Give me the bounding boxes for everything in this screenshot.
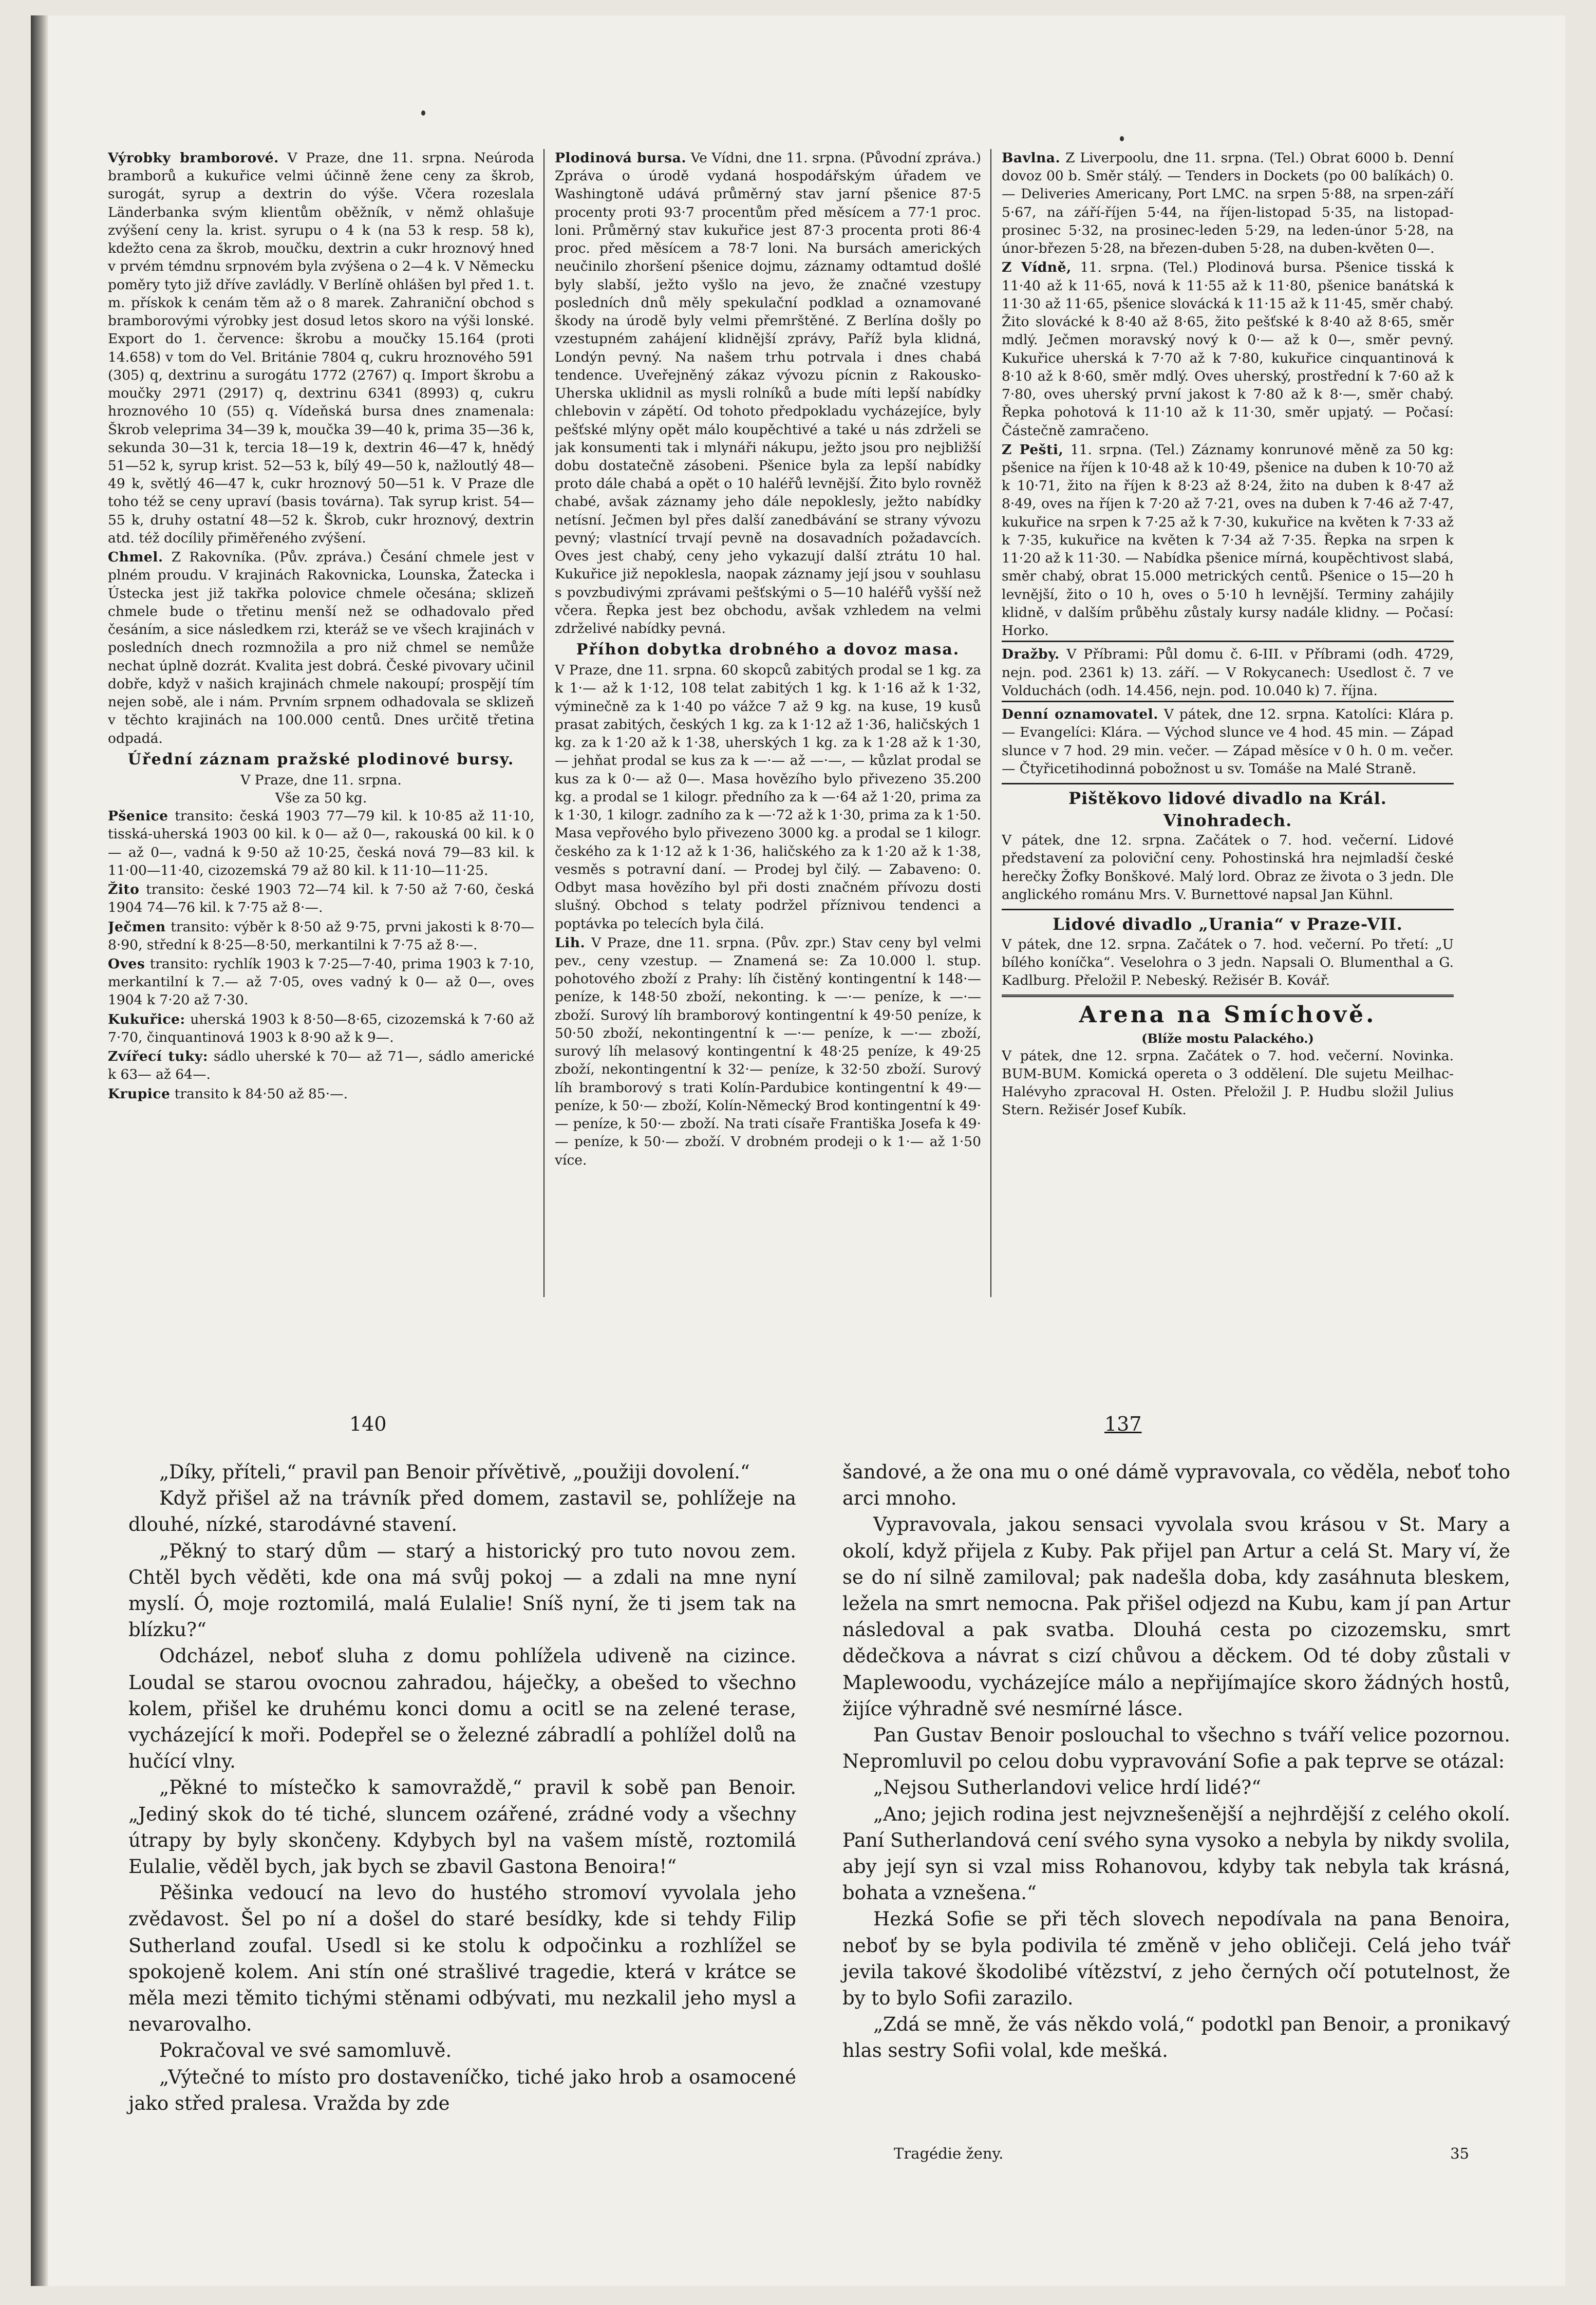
print-speck <box>1120 136 1124 141</box>
section-subheading: Vše za 50 kg. <box>275 790 367 806</box>
print-speck <box>421 110 425 116</box>
paragraph-text: V pátek, dne 12. srpna. Začátek o 7. hod. večerní. Lidové představení za poloviční ceny. Pohostinská hra nejmladší české herečky Žofky Bonškové. Malý lord. Obraz ze života o 3 jedn. Dle anglického románu Mrs. V. Burnettové napsal Jan Kühnl. <box>1002 832 1454 903</box>
page-number-right: 137 <box>1104 1413 1142 1435</box>
column-notices <box>1002 149 1454 1300</box>
news-paragraph <box>108 1047 534 1083</box>
paragraph-lead: Žito <box>108 882 140 898</box>
column-bursa <box>555 149 981 1300</box>
book-paragraph: „Pěkný to starý dům — starý a historický pro tuto novou zem. Chtěl bych věděti, kde ona má svůj pokoj — a zdali na mne nyní myslí. Ó, moje roztomilá, malá Eulalie! Sníš nyní, že ti jsem tak na blízku?“ <box>128 1540 796 1641</box>
paragraph-text: Z Rakovníka. (Pův. zpráva.) Česání chmele jest v plném proudu. V krajinách Rakovnicka, Lounska, Žatecka i Ústecka jest již takřka polovice chmele očesána; sklizeň chmele bude o třetinu menší než se odhadovalo před česáním, a sice následkem rzi, kteráž se ve všech krajinách v posledních dnech rozmnožila a pro niž chmel se nemůže nechat úplně dozrát. Kvalita jest dobrá. České pivovary učinil dobře, když v našich krajinách chmele nakoupí; prospějí tím nejen sobě, ale i nám. Prvním srpnem odhadovala se sklizeň v těchto krajinách na 100.000 centů. Dnes určitě třetina odpadá. <box>108 549 534 746</box>
book-paragraph: „Výtečné to místo pro dostaveníčko, tiché jako hrob a osamocené jako střed pralesa. Vražda by zde <box>128 2066 796 2114</box>
footer-number: 35 <box>1450 2145 1469 2162</box>
news-paragraph <box>108 1010 534 1046</box>
paragraph-text: V pátek, dne 12. srpna. Začátek o 7. hod. večerní. Po třetí: „U bílého koníčka“. Veselohra o 3 jedn. Napsali O. Blumenthal a G. Kadlburg. Přeložil P. Nebeský. Režisér B. Kovář. <box>1002 936 1454 989</box>
paragraph-lead: Bavlna. <box>1002 150 1061 166</box>
news-paragraph <box>108 807 534 879</box>
paragraph-text: V Praze, dne 11. srpna. 60 skopců zabitých prodal se 1 kg. za k 1·— až k 1·12, 108 telat zabitých 1 kg. k 1·16 až k 1·32, výminečně za k 1·40 po vážce 7 až 9 kg. na kuse, 19 kusů prasat zabitých, českých 1 kg. za k 1·12 až 1·36, haličských 1 kg. za k 1·20 až k 1·38, uherských 1 kg. za k 1·28 až k 1·30, — jehňat prodal se kus za k —·— až —·—, — kůzlat prodal se kus za k 0·— až 0—. Masa hovězího bylo přivezeno 35.200 kg. a prodal se 1 kilogr. předního za k —·64 až 1·20, prima za k 1·30, 1 kilogr. zadního za k —·72 až k 1·30, prima za k 1·50. Masa vepřového bylo přivezeno 3000 kg. a prodal se 1 kilogr. českého za k 1·12 až k 1·36, haličského za k 1·20 až k 1·38, vesměs s potravní daní. — Prodej byl čilý. — Zabaveno: 0. Odbyt masa hovězího byl při dosti značném přívozu dosti slušný. Obchod s telaty podržel příznivou tendenci a poptávka po telecích byla čilá. <box>555 662 981 932</box>
theatre-heading: Pištěkovo lidové divadlo na Král. Vinohradech. <box>1002 783 1454 831</box>
scan-edge <box>31 15 48 2286</box>
section-heading: Příhon dobytka drobného a dovoz masa. <box>576 641 960 659</box>
paragraph-lead: Denní oznamovatel. <box>1002 706 1158 723</box>
paragraph-text: 11. srpna. (Tel.) Plodinová bursa. Pšenice tisská k 11·40 až k 11·65, nová k 11·55 až k 11·80, pšenice banátská k 11·30 až 11·65, pšenice slovácká k 11·15 až k 11·45, směr chabý. Žito slovácké k 8·40 až 8·65, žito pešťské k 8·40 až 8·65, směr mdlý. Ječmen moravský nový k 0·— až k 0—, směr pevný. Kukuřice uherská k 7·70 až k 7·80, kukuřice cinquantinová k 8·10 až k 8·60, směr mdlý. Oves uherský, prostřední k 7·60 až k 7·80, oves uherský první jakost k 7·80 až k 8·—, směr chabý. Řepka pohotová k 11·10 až k 11·30, směr upjatý. — Počasí: Částečně zamračeno. <box>1002 259 1454 439</box>
paragraph-lead: Zvířecí tuky: <box>108 1048 209 1065</box>
news-paragraph <box>108 149 534 547</box>
news-paragraph <box>1002 1047 1454 1119</box>
news-paragraph <box>555 934 981 1169</box>
news-paragraph <box>1002 935 1454 990</box>
paragraph-text: Z Liverpoolu, dne 11. srpna. (Tel.) Obrat 6000 b. Denní dovoz 00 b. Směr stálý. — Tenders in Dockets (po 00 balíkách) 0. — Deliveries Americany, Port LMC. na srpen 5·88, na srpen-září 5·67, na září-říjen 5·44, na říjen-listopad 5·35, na listopad-prosinec 5·32, na prosinec-leden 5·29, na leden-únor 5·28, na únor-březen 5·28, na březen-duben 5·28, na duben-květen 0—. <box>1002 150 1454 257</box>
paragraph-lead: Lih. <box>555 934 586 951</box>
paragraph-lead: Oves <box>108 955 145 972</box>
news-paragraph <box>1002 831 1454 904</box>
paragraph-text: V Praze, dne 11. srpna. Neúroda bramborů a kukuřice velmi účinně žene ceny za škrob, surogát, syrup a dextrin do výše. Včera rozeslala Länderbanka svým klientům oběžník, v němž ohlašuje zvýšení ceny la. krist. syrupu o 4 k (na 53 k resp. 58 k), kdežto cena za škrob, moučku, dextrin a cukr hroznový hned v prvém témdnu srpnovém byla zvýšena o 2—4 k. V Německu poměry tyto již dříve zavládly. V Berlíně ohlášen byl před 1. t. m. přískok k cenám těm až o 8 marek. Zahraniční obchod s bramborovými výrobky jest dosud letos skoro na výši lonské. Export do 1. července: škrobu a moučky 15.164 (proti 14.658) v tom do Vel. Británie 7804 q, cukru hroznového 591 (305) q, dextrinu a surogátu 1772 (2767) q. Import škrobu a moučky 2971 (2917) q, dextrinu 6341 (8993) q, cukru hroznového 10 (55) q. Vídeňská bursa dnes znamenala: Škrob veleprima 34—39 k, moučka 39—40 k, prima 35—36 k, sekunda 30—31 k, tercia 18—19 k, dextrin 46—47 k, hnědý 51—52 k, syrup krist. 52—53 k, bílý 49—50 k, nažloutlý 48—49 k, světlý 46—47 k, cukr hroznový 50—51 k. V Praze dle toho též se ceny upraví (basis továrna). Tak syrup krist. 54—55 k, druhy ostatní 48—52 k. Škrob, cukr hroznový, dextrin atd. též docílily přiměřeného zvýšení. <box>108 150 534 546</box>
news-paragraph <box>108 955 534 1009</box>
paragraph-lead: Ječmen <box>108 919 166 935</box>
paragraph-lead: Krupice <box>108 1085 171 1102</box>
news-paragraph <box>1002 258 1454 439</box>
paragraph-lead: Z Vídně, <box>1002 259 1072 276</box>
paragraph-text: 11. srpna. (Tel.) Záznamy konrunové měně za 50 kg: pšenice na říjen k 10·48 až k 10·49, pšenice na duben k 10·70 až k 10·71, žito na říjen k 8·23 až 8·24, žito na duben k 8·47 až 8·49, oves na říjen k 7·20 až 7·21, oves na duben k 7·46 až 7·47, kukuřice na srpen k 7·25 až k 7·30, kukuřice na květen k 7·33 až k 7·35, kukuřice na květen k 7·34 až 7·35. Řepka na srpen k 11·20 až k 11·30. — Nabídka pšenice mírná, koupěchtivost slabá, směr chabý, obrat 15.000 metrických centů. Pšenice o 15—20 h levnější, žito o 10 h, oves o 5·10 h levnější. Terminy zahájily klidně, v dalším průběhu zůstaly kursy nadále klidny. — Počasí: Horko. <box>1002 441 1454 639</box>
paragraph-lead: Chmel. <box>108 549 163 566</box>
paragraph-lead: Z Pešti, <box>1002 441 1064 458</box>
news-paragraph <box>555 149 981 638</box>
section-heading: Úřední záznam pražské plodinové bursy. <box>127 750 515 769</box>
section-subheading: V Praze, dne 11. srpna. <box>240 772 402 788</box>
book-paragraph: Vypravovala, jakou sensaci vyvolala svou krásou v St. Mary a okolí, když přijela z Kuby. Pak přijel pan Artur a celá St. Mary ví, že se do ní silně zamiloval; pak nadešla doba, kdy zasáhnuta bleskem, ležela na smrt nemocna. Pak přišel odjezd na Kubu, kam jí pan Artur následoval a pak svatba. Dlouhá cesta po cizozemsku, smrt dědečkova a návrat s cizí chůvou a děckem. Od té doby zůstali v Maplewoodu, vycházejíce málo a nepřijímajíce skoro žádných hostů, žijíce výhradně své nesmírné lásce. <box>842 1513 1510 1720</box>
paragraph-lead: Kukuřice: <box>108 1011 185 1027</box>
paragraph-lead: Výrobky bramborové. <box>108 150 279 166</box>
theatre-heading: Arena na Smíchově. <box>1002 995 1454 1030</box>
paragraph-text: transito: výběr k 8·50 až 9·75, prvni jakosti k 8·70—8·90, střední k 8·25—8·50, merkantilni k 7·75 až 8·—. <box>108 919 534 953</box>
theatre-heading: Lidové divadlo „Urania“ v Praze-VII. <box>1002 909 1454 935</box>
paragraph-text: V pátek, dne 12. srpna. Začátek o 7. hod. večerní. Novinka. BUM-BUM. Komická opereta o 3 oddělení. Dle sujetu Meilhac-Halévyho zpracoval H. Osten. Přeložil J. P. Hudbu složil Julius Stern. Režisér Josef Kubík. <box>1002 1047 1454 1118</box>
newspaper-clipping <box>108 149 1490 1300</box>
book-page-left <box>128 1459 796 2116</box>
column-rule <box>990 149 991 1297</box>
paragraph-text: uherská 1903 k 8·50—8·65, cizozemská k 7·60 až 7·70, činquantinová 1903 k 8·90 až k 9—. <box>108 1011 534 1045</box>
news-paragraph <box>1002 641 1454 700</box>
book-paragraph: „Ano; jejich rodina jest nejvznešenější a nejhrdější z celého okolí. Paní Sutherlandová cení svého syna vysoko a nebyla by nikdy svolila, aby její syn si vzal miss Rohanovou, kdyby tak nebyla tak krásná, bohata a vznešena.“ <box>842 1803 1510 1904</box>
book-paragraph: „Zdá se mně, že vás někdo volá,“ podotkl pan Benoir, a pronikavý hlas sestry Sofii volal, kde mešká. <box>842 2013 1510 2062</box>
paragraph-text: transito: české 1903 72—74 kil. k 7·50 až 7·60, česká 1904 74—76 kil. k 7·75 až 8·—. <box>108 882 534 916</box>
book-paragraph: Pan Gustav Benoir poslouchal to všechno s tváří velice pozornou. Nepromluvil po celou dobu vypravování Sofie a pak teprve se otázal: <box>842 1724 1510 1773</box>
paragraph-text: Ve Vídni, dne 11. srpna. (Původní zpráva.) Zpráva o úrodě vydaná hospodářským úřadem ve Washingtoně udává průměrný stav jarní pšenice 87·5 procenty proti 93·7 procentům před měsícem a 77·1 proc. loni. Průměrný stav kukuřice jest 87·3 procenta proti 86·4 proc. před měsícem a 78·7 loni. Na bursách amerických neučinilo zhoršení pšenice dojmu, záznamy odtamtud došlé byly slabší, ježto vyšlo na jevo, že značné vzestupy posledních dnů měly spekulační podklad a oznamované škody na úrodě byly velmi přemrštěné. Z Berlína došly po vzestupném zahájení klidnější zprávy, Paříž byla klidná, Londýn pevný. Na našem trhu potrvala i dnes chabá tendence. Uveřejněný zákaz vývozu pícnin z Rakousko-Uherska uklidnil as mysli rolníků a bude míti lepší nabídky chlebovin v zápětí. Od tohoto předpokladu vycházejíce, byly pešťské mlýny opět málo koupěchtivé a také u nás zdrželi se jak konsumenti tak i mlynáři nákupu, ježto jsou pro nejbližší dobu dostatečně zásobeni. Pšenice byla za lepší nabídky proto dále chabá a opět o 10 haléřů levnější. Žito bylo rovněž chabé, avšak záznamy jeho dále nepoklesly, ježto nabídky netísní. Ječmen byl přes další zanedbávání se strany vývozu pevný; vlastnící trvají pevně na dosavadních požadavcích. Oves jest chabý, ceny jeho vykazují další ztrátu 10 hal. Kukuřice již nepoklesla, naopak záznamy její jsou v souhlasu s povzbudivými zprávami pešťskými o 5—10 haléřů vyšší než včera. Řepka jest bez obchodu, avšak vzhledem na velmi zdrželivé nabídky pevná. <box>555 150 981 637</box>
paragraph-text: V Příbrami: Půl domu č. 6-III. v Příbrami (odh. 4729, nejn. pod. 2361 k) 13. září. — V Rokycanech: Usedlost č. 7 ve Volduchách (odh. 14.456, nejn. pod. 10.040 k) 7. října. <box>1002 646 1454 699</box>
news-paragraph <box>108 1085 534 1103</box>
news-paragraph <box>1002 701 1454 778</box>
column-rule <box>543 149 544 1297</box>
book-paragraph: Pokračoval ve své samomluvě. <box>159 2039 452 2062</box>
paragraph-text: V pátek, dne 12. srpna. Katolíci: Klára p. — Evangelíci: Klára. — Východ slunce ve 4 hod. 45 min. — Západ slunce v 7 hod. 29 min. večer. — Západ měsíce v 0 h. 0 m. večer. — Čtyřicetihodinná pobožnost u sv. Tomáše na Malé Straně. <box>1002 706 1454 777</box>
book-paragraph: „Pěkné to místečko k samovraždě,“ pravil k sobě pan Benoir. „Jediný skok do té tiché, sluncem ozářené, zrádné vody a všechny útrapy by byly skončeny. Kdybych byl na vašem místě, roztomilá Eulalie, věděl bych, jak bych se zbavil Gastona Benoira!“ <box>128 1776 796 1878</box>
paragraph-lead: Plodinová bursa. <box>555 150 687 166</box>
paragraph-text: sádlo uherské k 70— až 71—, sádlo americké k 63— až 64—. <box>108 1048 534 1083</box>
book-paragraph: Když přišel až na trávník před domem, zastavil se, pohlížeje na dlouhé, nízké, starodávné stavení. <box>128 1487 796 1536</box>
news-paragraph <box>108 918 534 954</box>
footer-title: Tragédie ženy. <box>894 2145 1004 2162</box>
news-paragraph <box>108 880 534 916</box>
page-number-left: 140 <box>349 1413 387 1435</box>
column-markets <box>108 149 534 1300</box>
news-paragraph <box>1002 441 1454 640</box>
book-paragraph: „Nejsou Sutherlandovi velice hrdí lidé?“ <box>873 1776 1262 1799</box>
paragraph-text: V Praze, dne 11. srpna. (Pův. zpr.) Stav ceny byl velmi pev., ceny vzestup. — Znamená se: Za 10.000 l. stup. pohotového zboží z Prahy: líh čistěný kontingentní k 148·— peníze, k 148·50 zboží, nekonting. k —·— peníze, k —·— zboží. Surový líh bramborový kontingentní k 49·50 peníze, k 50·50 zboží, nekontingentní k —·— peníze, k —·— zboží, surový líh melasový kontingentní k 48·25 peníze, k 49·25 zboží, nekontingentní k 32·— peníze, k 32·50 zboží. Surový líh bramborový s trati Kolín-Pardubice kontingentní k 49·— peníze, k 50·— zboží, Kolín-Německý Brod kontingentní k 49·— peníze, k 50·— zboží. Na trati císaře Františka Josefa k 49·— peníze, k 50·— zboží. V drobném prodeji o k 1·— až 1·50 více. <box>555 934 981 1168</box>
news-paragraph <box>1002 149 1454 257</box>
book-paragraph: Hezká Sofie se při těch slovech nepodívala na pana Benoira, neboť by se byla podivila té změně v jeho obličeji. Celá jeho tvář jevila takové škodolibé vítězství, z jeho černých očí potutelnost, že by to bylo Sofii zarazilo. <box>842 1908 1510 2010</box>
paragraph-lead: Dražby. <box>1002 646 1060 663</box>
paragraph-text: transito: rychlík 1903 k 7·25—7·40, prima 1903 k 7·10, merkantilní k 7.— až 7·05, oves vadný k 0— až 0—, oves 1904 k 7·20 až 7·30. <box>108 955 534 1008</box>
book-paragraph: Odcházel, neboť sluha z domu pohlížela udiveně na cizince. Loudal se starou ovocnou zahradou, háječky, a obešed to všechno kolem, přišel ke druhému konci domu a ocitl se na zelené terase, vycházející k moři. Podepřel se o železné zábradlí a pohlížel dolů na hučící vlny. <box>128 1645 796 1773</box>
paragraph-text: transito: česká 1903 77—79 kil. k 10·85 až 11·10, tisská-uherská 1903 00 kil. k 0— až 0—, rakouská 00 kil. k 0— až 0—, vadná k 9·50 až 10·25, česká nová 79—83 kil. k 11·00—11·40, cizozemská 79 až 80 kil. k 11·10—11·25. <box>108 808 534 878</box>
news-paragraph <box>108 548 534 747</box>
paragraph-text: transito k 84·50 až 85·—. <box>170 1085 348 1102</box>
book-page-right <box>842 1459 1510 2064</box>
book-paragraph: „Díky, příteli,“ pravil pan Benoir přívětivě, „použiji dovolení.“ <box>159 1461 750 1483</box>
book-paragraph: Pěšinka vedoucí na levo do hustého stromoví vyvolala jeho zvědavost. Šel po ní a došel do staré besídky, kde si tehdy Filip Sutherland zoufal. Usedl si ke stolu k odpočinku a rozhlížel se spokojeně kolem. Ani stín oné strašlivé tragedie, která v krátce se měla mezi těmito tichými stěnami odbývati, mu nezkalil jeho mysl a nevarovalho. <box>128 1882 796 2036</box>
book-paragraph: šandové, a že ona mu o oné dámě vypravovala, co věděla, neboť toho arci mnoho. <box>842 1461 1510 1510</box>
theatre-subheading: (Blíže mostu Palackého.) <box>1141 1030 1314 1046</box>
paragraph-lead: Pšenice <box>108 808 168 824</box>
news-paragraph <box>555 661 981 933</box>
